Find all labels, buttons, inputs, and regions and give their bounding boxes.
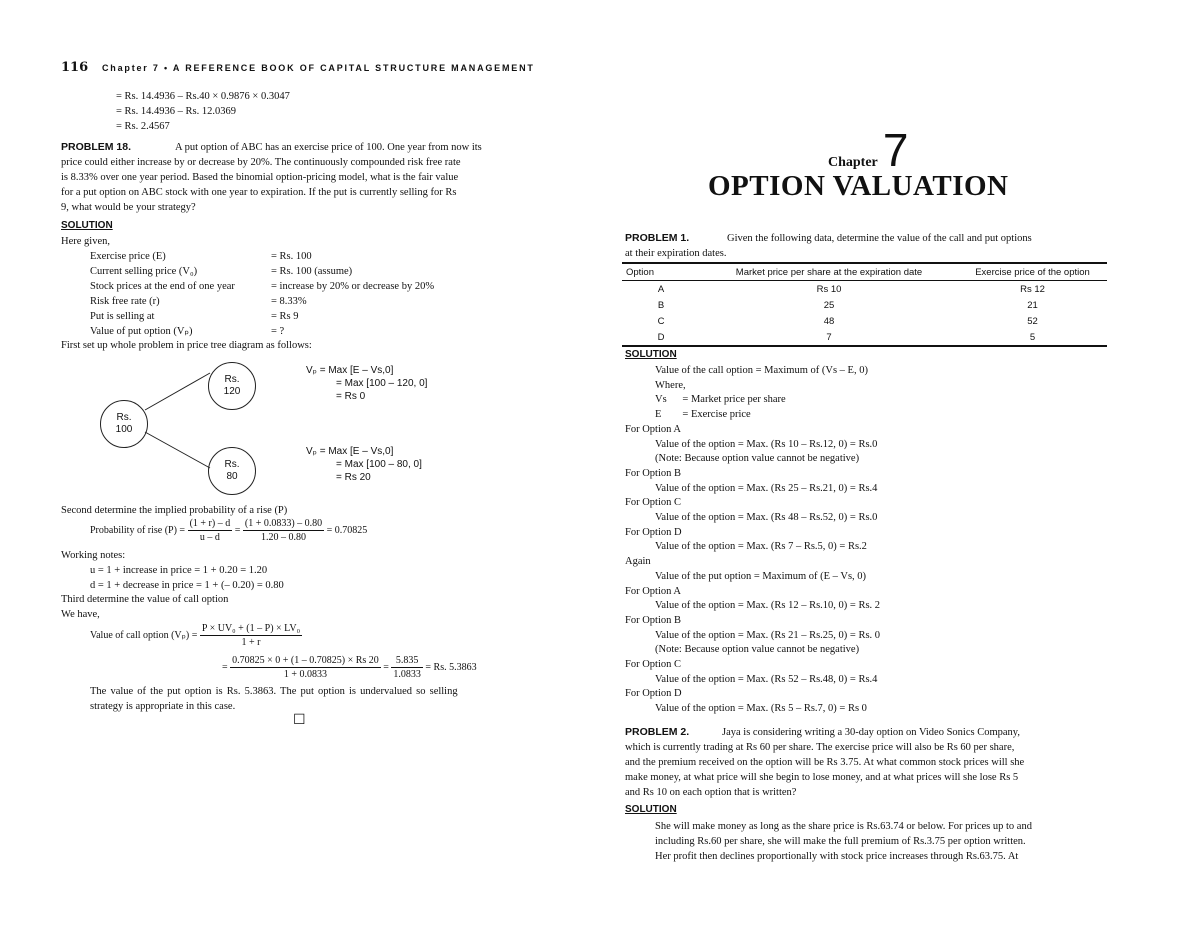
solution-line: Value of the option = Max. (Rs 48 – Rs.52, 0) = Rs.0	[655, 512, 878, 524]
solution-line: For Option A	[625, 585, 682, 597]
intro-line: = Rs. 14.4936 – Rs.40 × 0.9876 × 0.3047	[116, 91, 290, 102]
given-value: = Rs. 100 (assume)	[271, 266, 353, 277]
solution-line: including Rs.60 per share, she will make the full premium of Rs.3.75 per option written.	[655, 836, 1026, 847]
solution-line: Vs = Market price per share	[655, 394, 786, 406]
table-cell: A	[657, 283, 665, 295]
problem-line: which is currently trading at Rs 60 per share. The exercise price will also be Rs 60 per share,	[625, 742, 1015, 753]
given-label: Exercise price (E)	[90, 251, 166, 262]
up-node-calculation	[306, 364, 427, 403]
end-of-section-box-icon: ☐	[293, 712, 306, 728]
table-row	[622, 281, 1107, 298]
given-value: = ?	[271, 326, 285, 337]
solution-line: Value of the option = Max. (Rs 12 – Rs.10, 0) = Rs. 2	[655, 600, 881, 612]
problem-line: for a put option on ABC stock with one year to expiration. If the put is currently selling for Rs	[61, 187, 457, 198]
note-line: d = 1 + decrease in price = 1 + (– 0.20) = 0.80	[90, 580, 284, 591]
up-node: Rs. 120	[208, 362, 256, 410]
solution-line: She will make money as long as the share price is Rs.63.74 or below. For prices up to and	[655, 821, 1032, 832]
table-cell: C	[657, 315, 665, 327]
solution-line: Value of the option = Max. (Rs 25 – Rs.21, 0) = Rs.4	[655, 482, 878, 494]
problem-1	[625, 231, 1105, 261]
note-line: u = 1 + increase in price = 1 + 0.20 = 1.20	[90, 565, 268, 576]
chapter-number: 7	[882, 124, 909, 176]
conclusion-line: The value of the put option is Rs. 5.3863. The put option is undervalued so selling	[90, 686, 458, 697]
problem-2	[625, 725, 1105, 800]
solution-line: For Option C	[625, 497, 682, 509]
solution-line: Where,	[655, 379, 686, 391]
given-value: = 8.33%	[271, 296, 307, 307]
call-value-calculation: = $\frac{0.70825 \times 0 + (1 - 0.70825) \times Rs 20}{1 + 0.0833}$ = $\frac{5.835}{1.0833}$ = Rs. 5.3863	[222, 655, 477, 680]
table-cell: D	[657, 331, 665, 343]
solution-heading: SOLUTION	[61, 220, 113, 231]
up-branch	[145, 373, 210, 410]
table-header: Exercise price of the option	[975, 266, 1090, 278]
table-header: Market price per share at the expiration date	[735, 266, 923, 278]
options-table	[622, 262, 1107, 347]
root-node: Rs. 100	[100, 400, 148, 448]
table-cell: Rs 10	[816, 283, 842, 295]
calc-line: = Rs 20	[336, 472, 371, 483]
calc-line: Vₚ = Max [E – Vs,0]	[306, 446, 394, 457]
solution-line: For Option A	[625, 423, 682, 435]
down-node: Rs. 80	[208, 447, 256, 495]
table-header: Option	[626, 266, 654, 278]
table-cell: 21	[1027, 299, 1038, 311]
intro-line: = Rs. 14.4936 – Rs. 12.0369	[116, 106, 236, 117]
given-label: Risk free rate (r)	[90, 296, 160, 307]
calc-line: = Max [100 – 80, 0]	[336, 459, 422, 470]
solution-line: Her profit then declines proportionally with stock price increases through Rs.63.75. At	[655, 851, 1019, 862]
given-value: = Rs 9	[271, 311, 299, 322]
call-value-formula: Value of call option (Vₚ) = $\frac{\text{P × UV₀ + (1 – P) × LV₀}}{1 + r}$	[90, 623, 301, 648]
down-node-calculation	[306, 445, 422, 484]
table-cell: 48	[823, 315, 835, 327]
table-cell: Rs 12	[1020, 283, 1045, 295]
problem-label: PROBLEM 1.	[625, 232, 690, 244]
problem-line: and Rs 10 on each option that is written?	[625, 787, 797, 798]
given-label: Put is selling at	[90, 311, 155, 322]
problem-label: PROBLEM 18.	[61, 141, 132, 153]
table-cell: 7	[826, 331, 832, 343]
table-row	[622, 297, 1107, 313]
table-cell: B	[657, 299, 665, 311]
table-cell: 5	[1029, 331, 1036, 343]
problem-line: make money, at what price will she begin to lose money, and at what prices will she lose Rs 5	[625, 772, 1019, 783]
table-row	[622, 313, 1107, 329]
chapter-word: Chapter	[828, 155, 878, 170]
given-label: Current selling price (V₀)	[90, 266, 198, 277]
table-cell: 52	[1027, 315, 1038, 327]
problem-line: at their expiration dates.	[625, 248, 727, 259]
solution-line: For Option B	[625, 614, 682, 626]
solution-line: Value of the call option = Maximum of (Vs – E, 0)	[655, 365, 868, 376]
solution-line: Value of the option = Max. (Rs 7 – Rs.5, 0) = Rs.2	[655, 541, 867, 553]
calc-line: = Rs 0	[336, 391, 366, 402]
working-notes-heading: Working notes:	[61, 550, 126, 561]
calc-line: Vₚ = Max [E – Vs,0]	[306, 365, 394, 376]
probability-formula: Probability of rise (P) = $\frac{(1 + r) - d}{u - d}$ = $\frac{(1 + 0.0833) - 0.80}{1.20 - 0.80}$ = 0.70825	[90, 518, 368, 543]
solution-line: For Option D	[625, 526, 682, 538]
here-given: Here given,	[61, 236, 110, 247]
problem-line: and the premium received on the option will be Rs 3.75. At what common stock prices will she	[625, 757, 1025, 768]
solution-line: Value of the option = Max. (Rs 10 – Rs.12, 0) = Rs.0	[655, 438, 878, 450]
solution-line: Value of the option = Max. (Rs 21 – Rs.25, 0) = Rs. 0	[655, 629, 881, 641]
problem-line: A put option of ABC has an exercise price of 100. One year from now its	[175, 142, 482, 153]
problem-line: 9, what would be your strategy?	[61, 202, 196, 213]
solution-line: Value of the option = Max. (Rs 52 – Rs.48, 0) = Rs.4	[655, 673, 878, 685]
chapter-title: OPTION VALUATION	[708, 170, 1009, 202]
solution-line: (Note: Because option value cannot be negative)	[655, 644, 860, 656]
we-have: We have,	[61, 609, 100, 620]
second-step: Second determine the implied probability of a rise (P)	[61, 505, 288, 516]
intro-line: = Rs. 2.4567	[116, 121, 170, 132]
tree-branches	[0, 0, 600, 500]
table-header-row	[622, 263, 1107, 281]
table-cell: 25	[823, 299, 835, 311]
conclusion	[90, 684, 539, 714]
solution-line: Value of the put option = Maximum of (E – Vs, 0)	[655, 570, 867, 582]
conclusion-line: strategy is appropriate in this case.	[90, 701, 236, 712]
chapter-heading	[828, 124, 909, 176]
solution-2-text	[655, 819, 1105, 864]
given-label: Value of put option (Vₚ)	[90, 326, 193, 337]
solution-line: For Option C	[625, 659, 682, 671]
solution-steps	[625, 364, 880, 717]
solution-line: (Note: Because option value cannot be negative)	[655, 453, 860, 465]
solution-heading: SOLUTION	[625, 804, 677, 815]
third-step: Third determine the value of call option	[61, 594, 229, 605]
solution-heading: SOLUTION	[625, 349, 677, 360]
problem-line: Given the following data, determine the value of the call and put options	[727, 233, 1032, 244]
calc-line: = Max [100 – 120, 0]	[336, 378, 428, 389]
working-notes	[90, 563, 284, 593]
given-label: Stock prices at the end of one year	[90, 281, 235, 292]
solution-line: Value of the option = Max. (Rs 5 – Rs.7, 0) = Rs 0	[655, 703, 867, 715]
solution-line: For Option B	[625, 467, 682, 479]
solution-line: E = Exercise price	[655, 409, 751, 421]
table-row	[622, 329, 1107, 346]
running-head: Chapter 7 • A REFERENCE BOOK OF CAPITAL STRUCTURE MANAGEMENT	[102, 63, 535, 73]
solution-line: For Option D	[625, 688, 682, 700]
given-value: = increase by 20% or decrease by 20%	[271, 281, 435, 292]
problem-line: Jaya is considering writing a 30-day option on Video Sonics Company,	[722, 727, 1020, 738]
page-number: 116	[61, 60, 89, 75]
down-branch	[145, 432, 210, 468]
tree-intro: First set up whole problem in price tree diagram as follows:	[61, 340, 312, 351]
given-value: = Rs. 100	[271, 251, 312, 262]
problem-label: PROBLEM 2.	[625, 726, 690, 738]
problem-line: price could either increase by or decrease by 20%. The continuously compounded risk free rate	[61, 157, 461, 168]
problem-line: is 8.33% over one year period. Based the binomial option-pricing model, what is the fair value	[61, 172, 459, 183]
solution-line: Again	[625, 556, 651, 568]
